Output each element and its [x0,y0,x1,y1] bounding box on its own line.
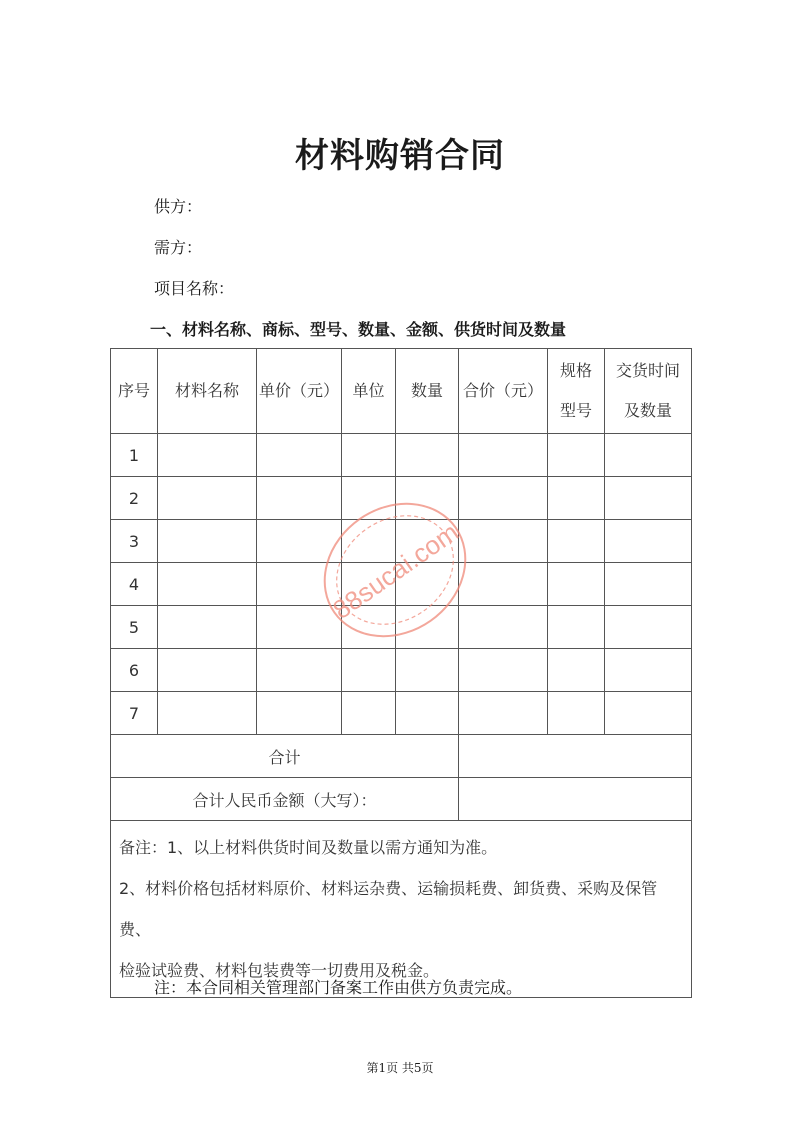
header-spec-line1: 规格 [559,361,592,380]
cell-spec[interactable] [548,606,605,649]
table-row [111,692,692,735]
header-unit: 单位 [342,349,396,434]
table-row [111,434,692,477]
section-heading: 一、材料名称、商标、型号、数量、金额、供货时间及数量 [150,320,567,339]
cell-unit[interactable] [342,649,396,692]
header-seq: 序号 [111,349,158,434]
cell-total-price[interactable] [459,692,548,735]
table-header-row [111,349,692,434]
row-number: 3 [111,520,158,563]
table-row [111,649,692,692]
header-delivery-line2: 及数量 [623,401,672,420]
header-delivery [605,349,692,434]
cell-delivery[interactable] [605,520,692,563]
note-line-2: 2、材料价格包括材料原价、材料运杂费、运输损耗费、卸货费、采购及保管费、 [119,879,658,939]
note-line-3: 检验试验费、材料包装费等一切费用及税金。 [119,961,440,980]
cell-unit[interactable] [342,692,396,735]
header-total-price: 合价（元） [459,349,548,434]
cell-delivery[interactable] [605,477,692,520]
notes-row [111,821,692,998]
page-title: 材料购销合同 [295,136,505,176]
sum-row [111,735,692,778]
watermark-stamp [300,490,490,650]
sum-label: 合计 [111,735,459,778]
cell-delivery[interactable] [605,563,692,606]
page-indicator: 第1页 共5页 [366,1061,434,1075]
cell-unit-price[interactable] [257,434,342,477]
header-material-name: 材料名称 [158,349,257,434]
sum-rmb-row [111,778,692,821]
cell-material-name[interactable] [158,434,257,477]
cell-quantity[interactable] [396,434,459,477]
row-number: 6 [111,649,158,692]
row-number: 2 [111,477,158,520]
row-number: 1 [111,434,158,477]
cell-spec[interactable] [548,477,605,520]
cell-material-name[interactable] [158,520,257,563]
cell-quantity[interactable] [396,692,459,735]
note-line-1: 备注：1、以上材料供货时间及数量以需方通知为准。 [119,838,498,857]
cell-material-name[interactable] [158,649,257,692]
cell-quantity[interactable] [396,649,459,692]
header-unit-price: 单价（元） [257,349,342,434]
sum-rmb-label: 合计人民币金额（大写）： [111,778,459,821]
cell-material-name[interactable] [158,477,257,520]
header-spec-line2: 型号 [559,401,592,420]
cell-delivery[interactable] [605,434,692,477]
footnote: 注：本合同相关管理部门备案工作由供方负责完成。 [154,978,523,997]
cell-spec[interactable] [548,692,605,735]
header-delivery-line1: 交货时间 [615,361,680,380]
materials-table [110,348,692,998]
watermark-text: 88sucai.com [327,516,464,625]
notes-cell [111,821,692,998]
cell-material-name[interactable] [158,692,257,735]
cell-spec[interactable] [548,434,605,477]
cell-material-name[interactable] [158,606,257,649]
sum-rmb-value-cell[interactable] [459,778,692,821]
cell-spec[interactable] [548,649,605,692]
cell-unit-price[interactable] [257,649,342,692]
cell-total-price[interactable] [459,434,548,477]
cell-unit[interactable] [342,434,396,477]
cell-spec[interactable] [548,563,605,606]
row-number: 5 [111,606,158,649]
row-number: 7 [111,692,158,735]
header-quantity: 数量 [396,349,459,434]
header-spec-model [548,349,605,434]
cell-material-name[interactable] [158,563,257,606]
cell-spec[interactable] [548,520,605,563]
row-number: 4 [111,563,158,606]
cell-total-price[interactable] [459,649,548,692]
supplier-label: 供方： [154,197,203,216]
cell-unit-price[interactable] [257,692,342,735]
cell-delivery[interactable] [605,692,692,735]
cell-delivery[interactable] [605,606,692,649]
buyer-label: 需方： [154,238,203,257]
sum-value-cell[interactable] [459,735,692,778]
project-name-label: 项目名称： [154,279,235,298]
cell-delivery[interactable] [605,649,692,692]
